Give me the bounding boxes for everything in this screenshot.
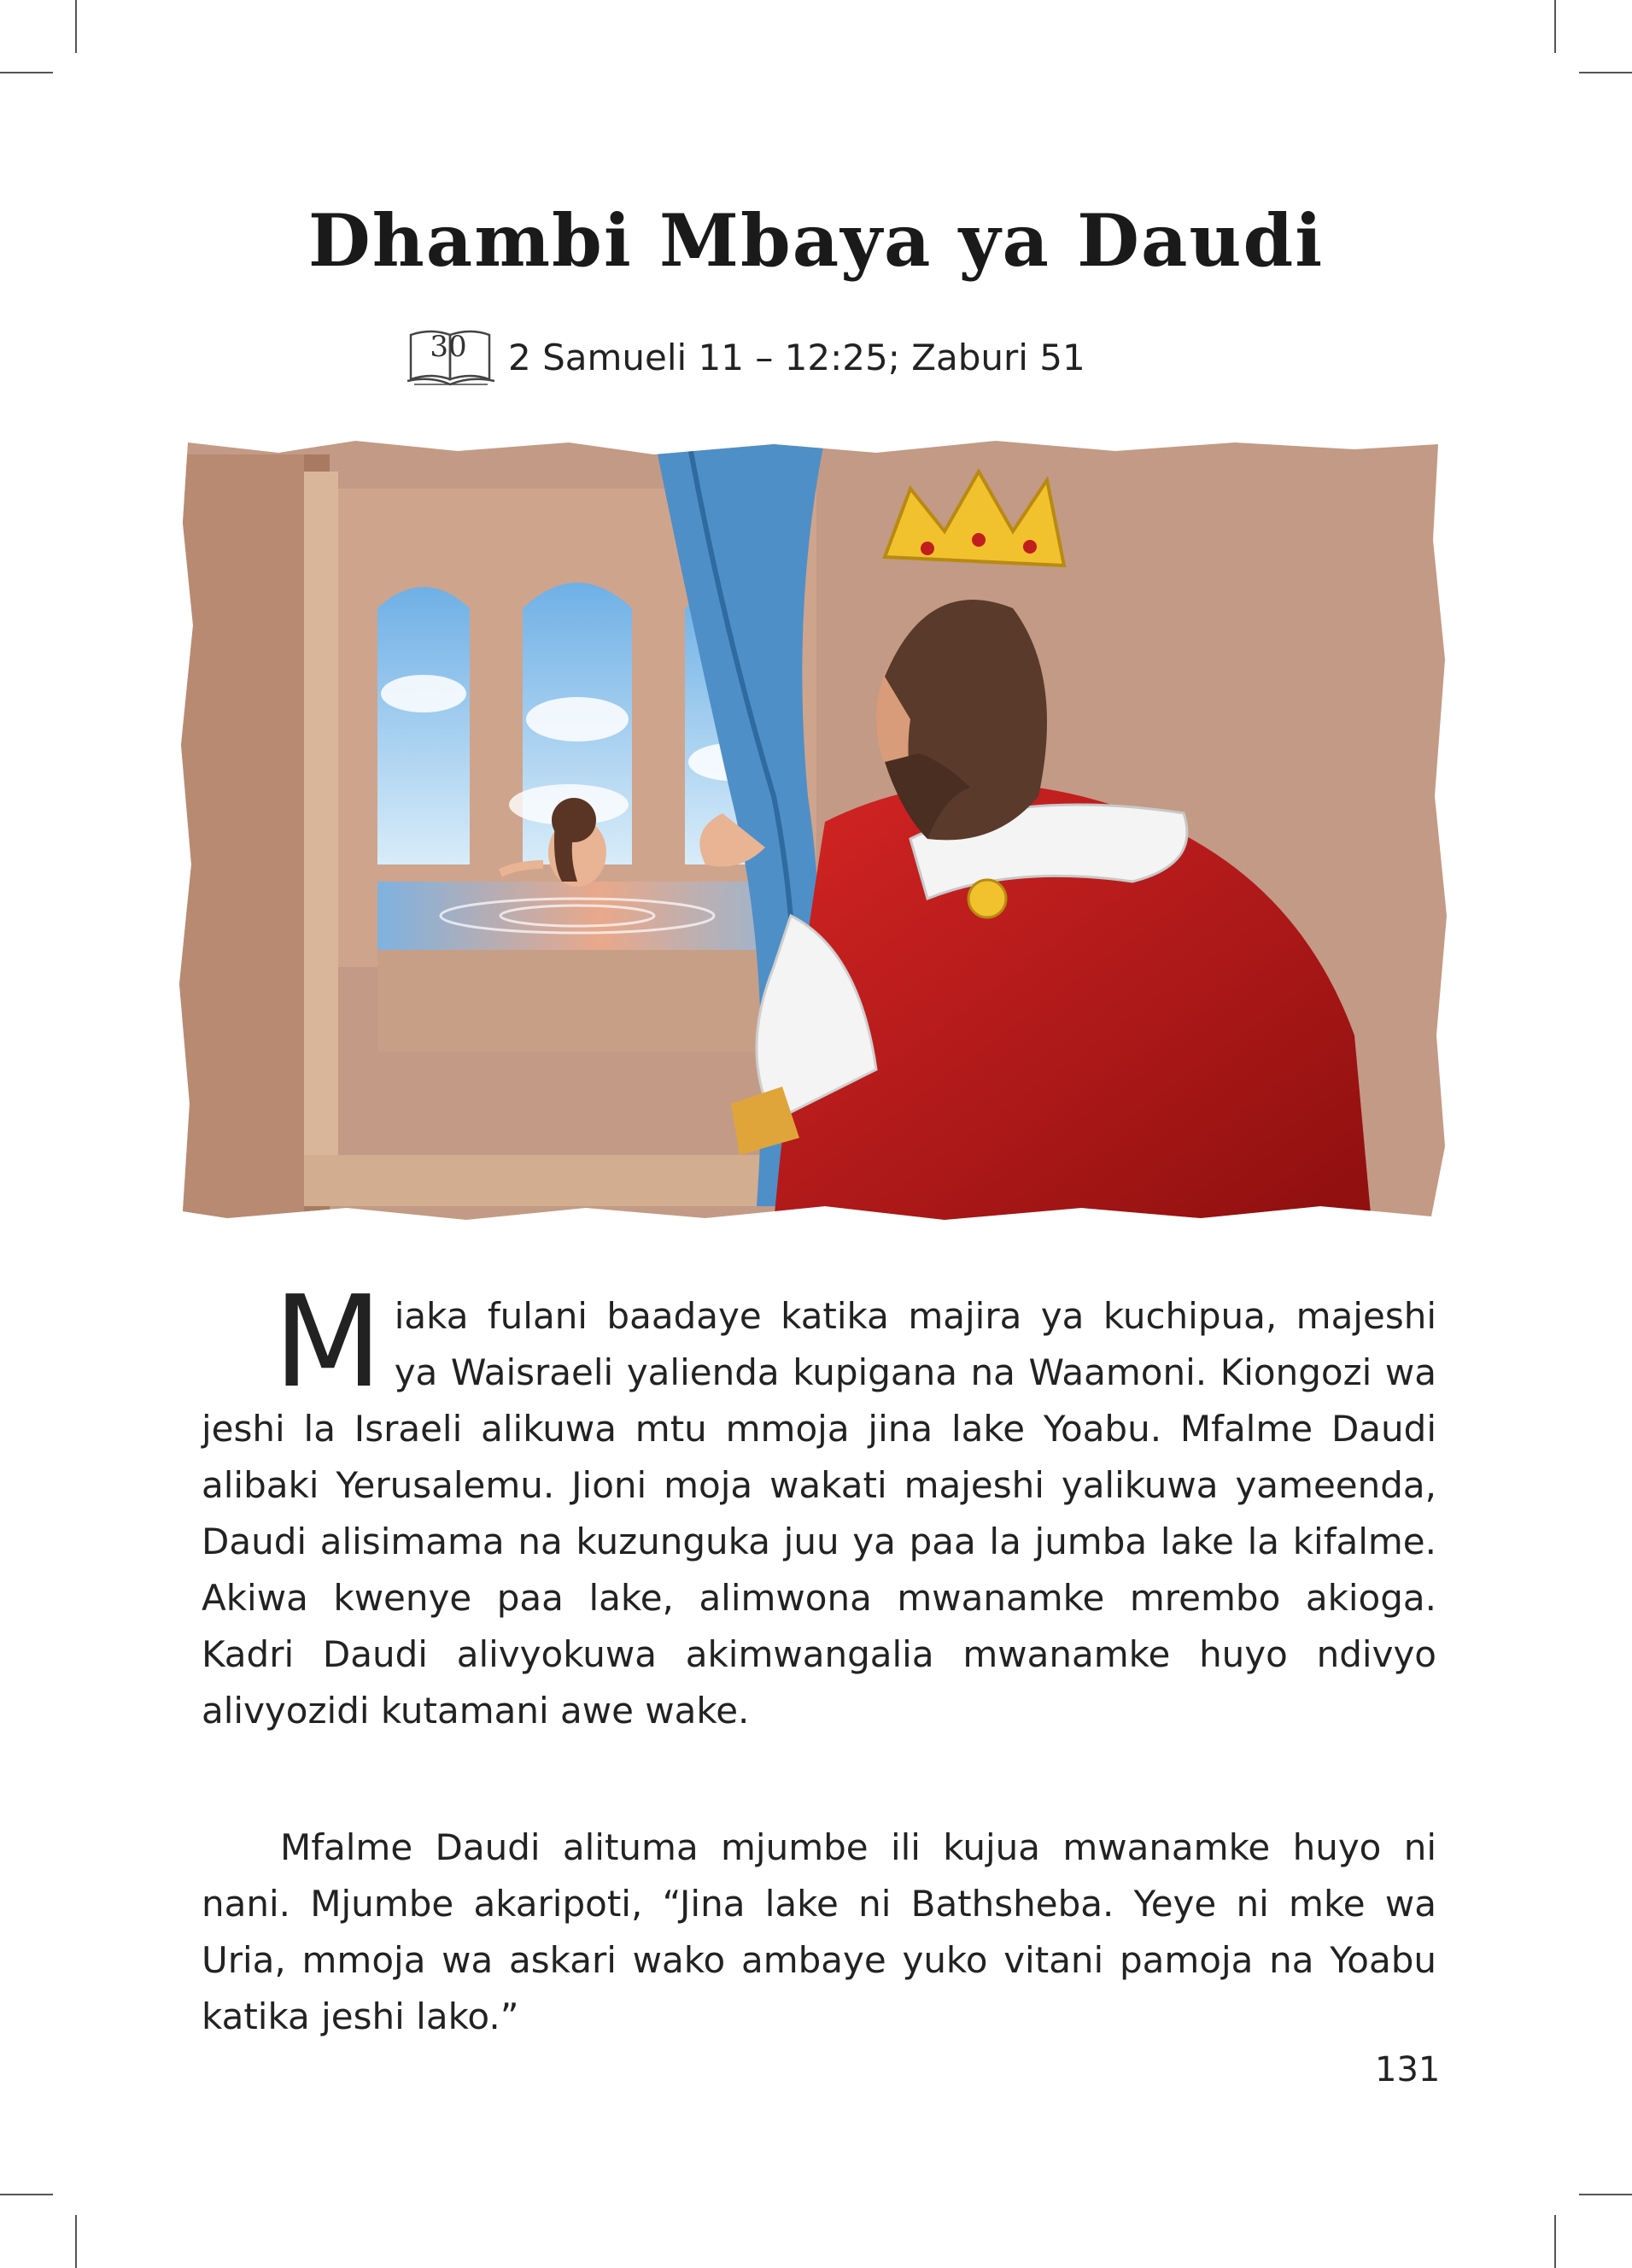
scripture-reference (406, 323, 1085, 391)
crop-mark (1554, 2215, 1556, 2268)
page-number: 131 (1375, 2050, 1441, 2089)
crop-mark (1579, 2194, 1632, 2195)
open-book-icon (406, 323, 500, 391)
paragraph-1-text: iaka fulani baadaye katika majira ya kuchipua, majeshi ya Waisraeli yalienda kupigana na Waamoni. Kiongozi wa jeshi la Israeli alikuwa mtu mmoja jina lake Yoabu. Mfalme Daudi alibaki Yerusalemu. Jioni moja wakati majeshi yalikuwa yameenda, Daudi alisimama na kuzunguka juu ya paa la jumba lake la kifalme. Akiwa kwenye paa lake, alimwona mwanamke mrembo akioga. Kadri Daudi alivyokuwa akimwangalia mwanamke huyo ndivyo alivyozidi kutamani awe wake. (202, 1295, 1436, 1732)
paragraph-2: Mfalme Daudi alituma mjumbe ili kujua mwanamke huyo ni nani. Mjumbe akaripoti, “Jina lake ni Bathsheba. Yeye ni mke wa Uria, mmoja wa askari wako ambaye yuko vitani pamoja na Yoabu katika jeshi lako.” (202, 1826, 1436, 2037)
crop-mark (1579, 72, 1632, 73)
story-illustration (176, 437, 1448, 1223)
crop-mark (75, 0, 77, 53)
paragraph-1 (202, 1269, 1436, 1739)
reference-text: 2 Samueli 11 – 12:25; Zaburi 51 (508, 336, 1085, 378)
page-title: Dhambi Mbaya ya Daudi (307, 198, 1325, 283)
book-number: 30 (430, 330, 467, 364)
crop-mark (1554, 0, 1556, 53)
crop-mark (0, 2194, 53, 2195)
crop-mark (0, 72, 53, 73)
crop-mark (75, 2215, 77, 2268)
drop-cap: M (273, 1269, 383, 1415)
